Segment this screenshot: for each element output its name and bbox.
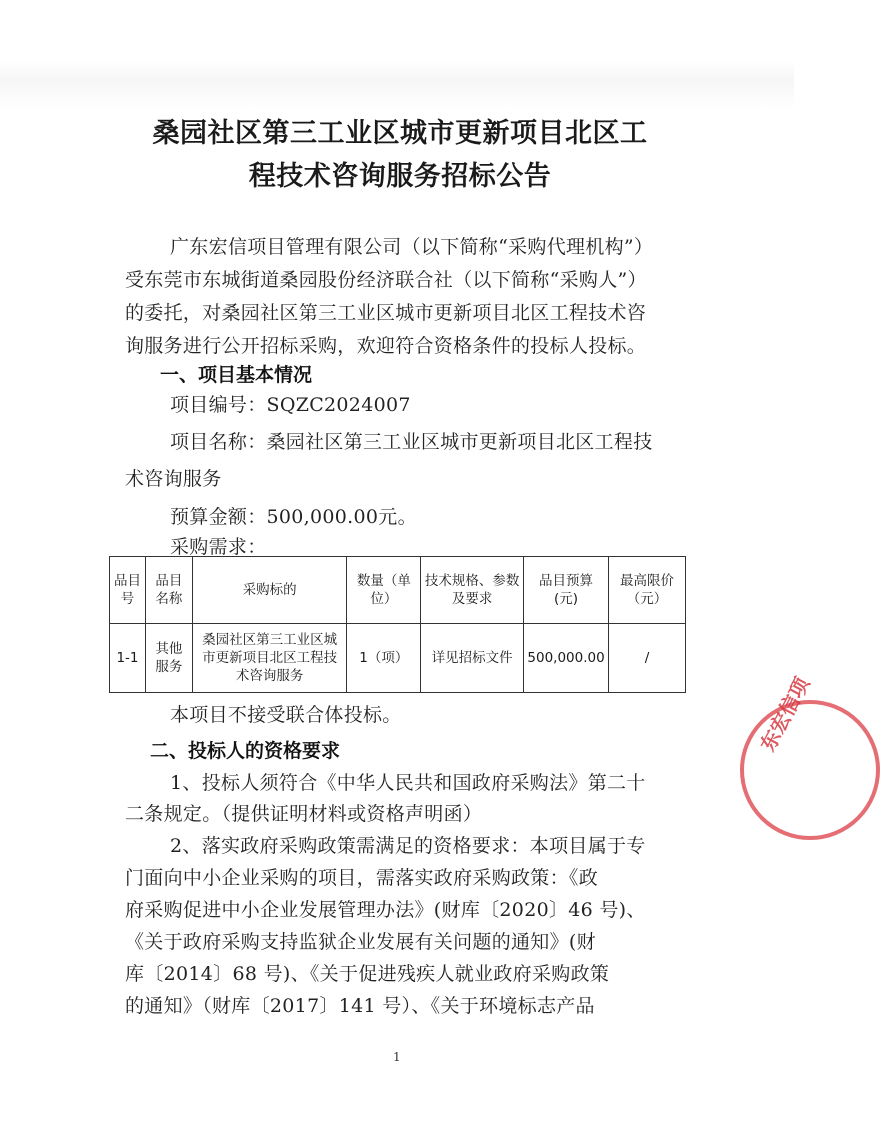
header-item-name: 品目名称 [145,557,192,624]
cell-subject: 桑园社区第三工业区城市更新项目北区工程技术咨询服务 [192,624,347,693]
intro-line-1: 广东宏信项目管理有限公司（以下简称“采购代理机构”） [170,236,654,258]
qualification-line-8: 的通知》（财库〔2017〕141 号）、《关于环境标志产品 [125,995,595,1017]
title-line-2: 程技术咨询服务招标公告 [248,161,552,192]
table-header-row [110,557,686,624]
qualification-line-6: 《关于政府采购支持监狱企业发展有关问题的通知》(财 [125,931,596,953]
no-consortium-note: 本项目不接受联合体投标。 [170,704,402,726]
cell-max-price: / [609,624,686,693]
budget-amount: 预算金额：500,000.00元。 [170,506,417,528]
procurement-demand-label: 采购需求： [170,536,267,558]
scan-shadow [0,60,794,110]
intro-line-3: 的委托，对桑园社区第三工业区城市更新项目北区工程技术咨 [125,302,647,324]
project-name-line-1: 项目名称：桑园社区第三工业区城市更新项目北区工程技 [170,431,653,453]
intro-line-2: 受东莞市东城街道桑园股份经济联合社（以下简称“采购人”） [125,269,647,291]
title-line-1: 桑园社区第三工业区城市更新项目北区工 [152,118,648,149]
intro-line-4: 询服务进行公开招标采购，欢迎符合资格条件的投标人投标。 [125,335,647,357]
qualification-line-2: 二条规定。（提供证明材料或资格声明函） [125,803,483,825]
qualification-line-7: 库〔2014〕68 号)、《关于促进残疾人就业政府采购政策 [125,963,610,985]
header-subject: 采购标的 [192,557,347,624]
section-2-heading: 二、投标人的资格要求 [150,740,341,762]
project-name-line-2: 术咨询服务 [125,468,222,490]
cell-spec: 详见招标文件 [421,624,524,693]
table-row [110,624,686,693]
project-number: 项目编号：SQZC2024007 [170,394,411,416]
header-item-no: 品目号 [110,557,146,624]
cell-quantity: 1（项） [347,624,421,693]
header-max-price: 最高限价（元） [609,557,686,624]
section-1-heading: 一、项目基本情况 [160,364,313,386]
company-seal-text: 东宏信项 [755,673,815,756]
header-spec: 技术规格、参数及要求 [421,557,524,624]
page-number: 1 [393,1050,401,1064]
document-title [100,112,700,198]
requirements-table [109,556,686,693]
qualification-line-5: 府采购促进中小企业发展管理办法》(财库〔2020〕46 号)、 [125,899,646,921]
qualification-line-4: 门面向中小企业采购的项目，需落实政府采购政策：《政 [125,867,599,889]
qualification-line-3: 2、落实政府采购政策需满足的资格要求：本项目属于专 [170,835,646,857]
cell-item-name: 其他服务 [145,624,192,693]
header-quantity: 数量（单位） [347,557,421,624]
qualification-line-1: 1、投标人须符合《中华人民共和国政府采购法》第二十 [170,772,646,794]
company-seal [740,700,880,840]
cell-budget: 500,000.00 [524,624,609,693]
header-budget: 品目预算(元) [524,557,609,624]
cell-item-no: 1-1 [110,624,146,693]
